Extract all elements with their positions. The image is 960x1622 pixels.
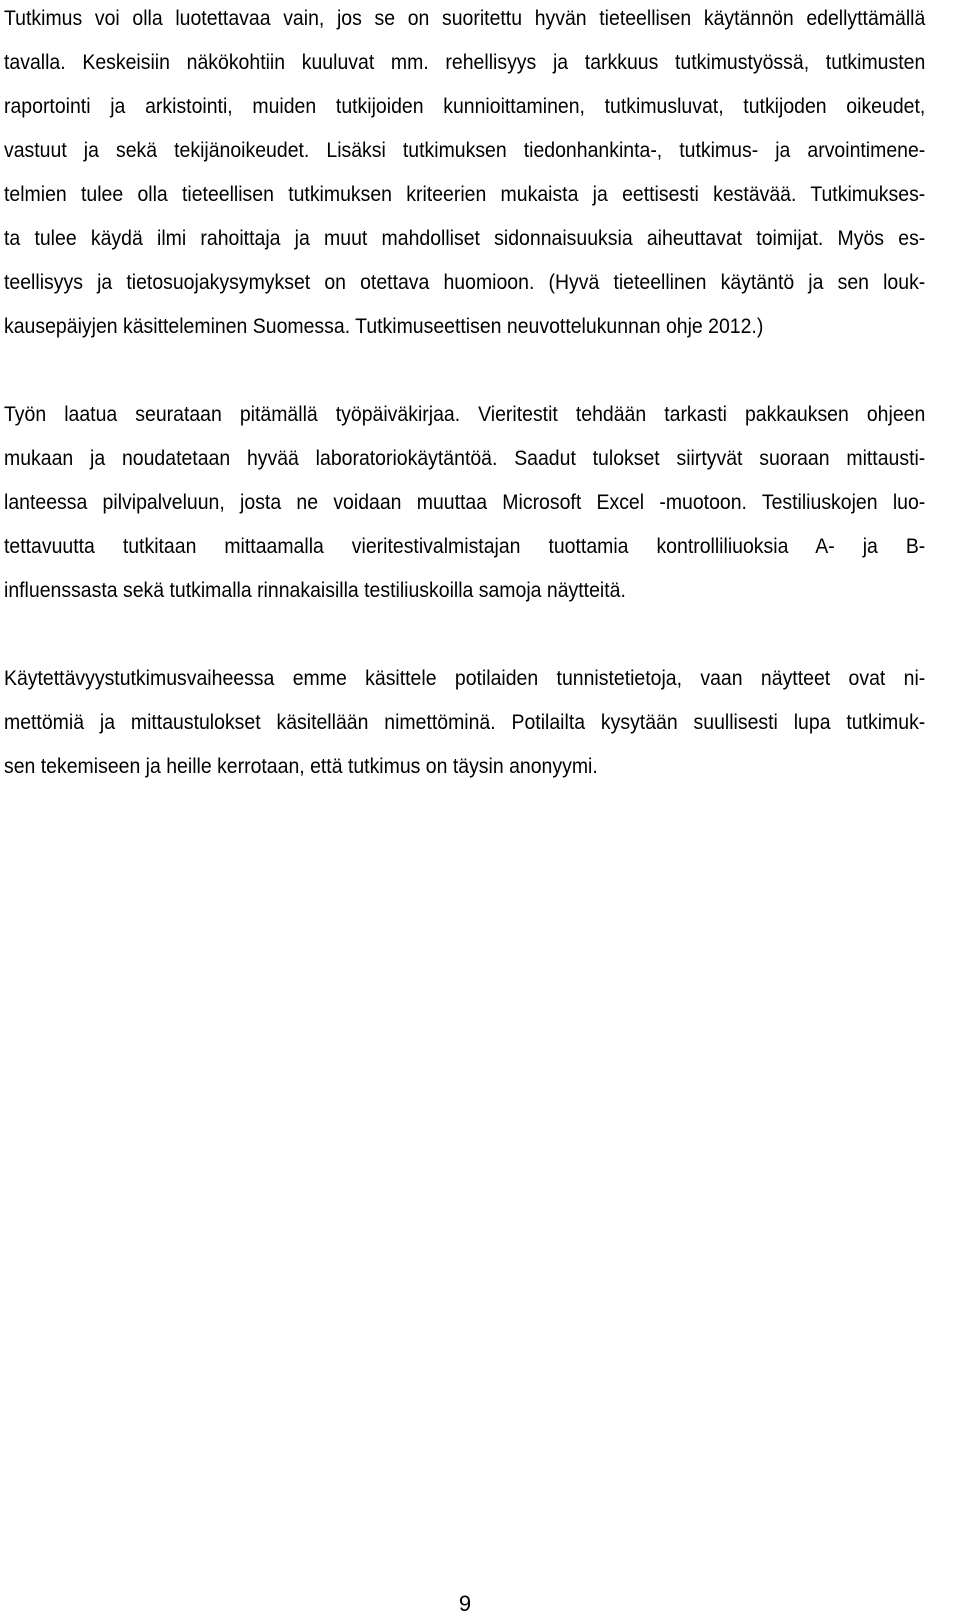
text-line: lanteessa pilvipalveluun, josta ne voidaan muuttaa Microsoft Excel -muotoon. Testiliuskojen luo-	[4, 490, 926, 514]
text-line: tettavuutta tutkitaan mittaamalla vieritestivalmistajan tuottamia kontrolliliuoksia A- ja B-	[4, 534, 926, 558]
text-line: ta tulee käydä ilmi rahoittaja ja muut mahdolliset sidonnaisuuksia aiheuttavat toimijat. Myös es-	[4, 226, 926, 250]
text-line: telmien tulee olla tieteellisen tutkimuksen kriteerien mukaista ja eettisesti kestävää. Tutkimukses-	[4, 182, 926, 206]
text-line: kausepäiyjen käsitteleminen Suomessa. Tutkimuseettisen neuvottelukunnan ohje 2012.)	[4, 314, 764, 338]
text-line: mukaan ja noudatetaan hyvää laboratoriokäytäntöä. Saadut tulokset siirtyvät suoraan mittausti-	[4, 446, 926, 470]
text-line: sen tekemiseen ja heille kerrotaan, että tutkimus on täysin anonyymi.	[4, 754, 598, 778]
page-number: 9	[458, 1591, 472, 1616]
text-line: raportointi ja arkistointi, muiden tutkijoiden kunnioittaminen, tutkimusluvat, tutkijoden oikeudet,	[4, 94, 926, 118]
text-line: vastuut ja sekä tekijänoikeudet. Lisäksi tutkimuksen tiedonhankinta-, tutkimus- ja arvointimene-	[4, 138, 926, 162]
text-line: Tutkimus voi olla luotettavaa vain, jos se on suoritettu hyvän tieteellisen käytännön edellyttämällä	[4, 6, 926, 30]
text-line: Työn laatua seurataan pitämällä työpäiväkirjaa. Vieritestit tehdään tarkasti pakkauksen ohjeen	[4, 402, 926, 426]
text-line: influenssasta sekä tutkimalla rinnakaisilla testiliuskoilla samoja näytteitä.	[4, 578, 626, 602]
text-line: tavalla. Keskeisiin näkökohtiin kuuluvat mm. rehellisyys ja tarkkuus tutkimustyössä, tutkimusten	[4, 50, 926, 74]
text-line: teellisyys ja tietosuojakysymykset on otettava huomioon. (Hyvä tieteellinen käytäntö ja sen louk-	[4, 270, 926, 294]
text-line: Käytettävyystutkimusvaiheessa emme käsittele potilaiden tunnistetietoja, vaan näytteet ovat ni-	[4, 666, 926, 690]
text-line: mettömiä ja mittaustulokset käsitellään nimettöminä. Potilailta kysytään suullisesti lupa tutkimuk-	[4, 710, 926, 734]
